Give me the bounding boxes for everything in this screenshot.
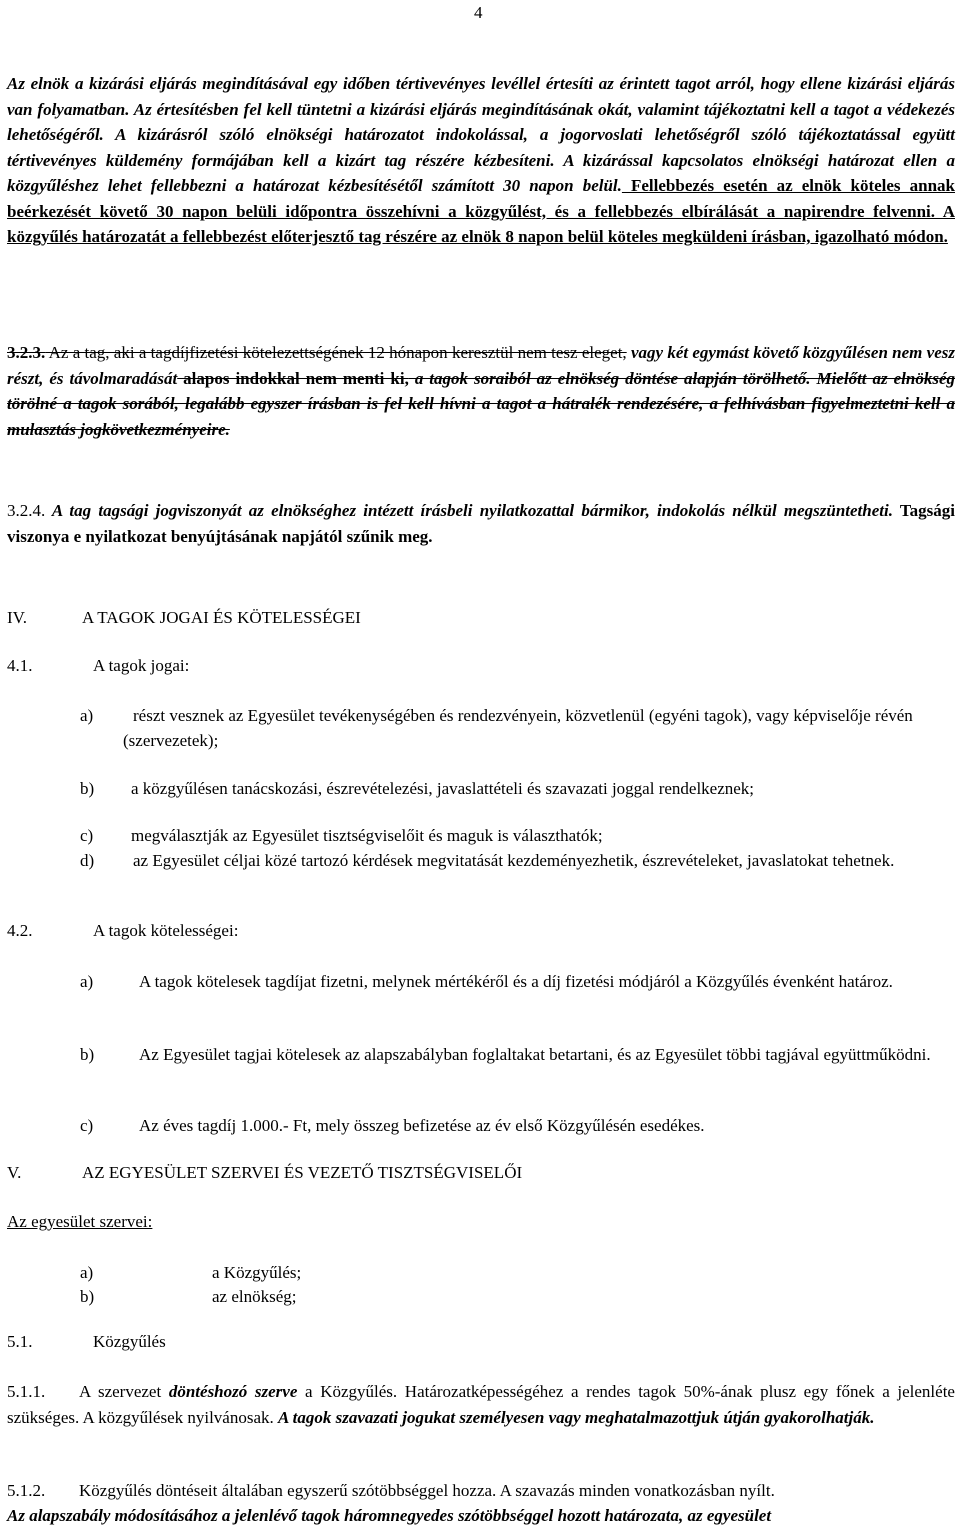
paragraph-text: Közgyűlés döntéseit általában egyszerű szótöbbséggel hozza. A szavazás minden vonatkozásban nyílt. — [79, 1481, 775, 1500]
subsection-number: 4.2. — [7, 921, 33, 940]
list-item-text: A tagok kötelesek tagdíjat fizetni, melynek mértékéről és a díj fizetési módjáról a Közgyűlés évenként határoz. — [139, 972, 893, 991]
subsection-title: A tagok jogai: — [93, 656, 190, 675]
paragraph-number: 3.2.3. — [7, 343, 46, 362]
list-label: d) — [80, 851, 95, 870]
termination-text: A tag tagsági jogviszonyát az elnökséghez intézett írásbeli nyilatkozattal bármikor, indokolás nélkül megszüntetheti. — [45, 501, 893, 520]
list-item: az elnökség; — [212, 1287, 297, 1306]
list-label: a) — [80, 972, 94, 991]
list-label: b) — [80, 1287, 95, 1306]
section-number: IV. — [7, 608, 27, 627]
list-label: c) — [80, 826, 94, 845]
termination-effect-text: Tagsági viszonya e nyilatkozat benyújtásának napjától szűnik meg. — [7, 501, 955, 546]
list-item — [123, 703, 955, 753]
paragraph-5-1-2 — [7, 1478, 955, 1504]
list-item: megválasztják az Egyesület tisztségviselőit és maguk is választhatók; — [131, 826, 603, 845]
list-label: b) — [80, 1045, 95, 1064]
page-number: 4 — [474, 3, 483, 22]
list-label: a) — [80, 1263, 94, 1282]
emphasis-text: A tagok szavazati jogukat személyesen vagy meghatalmazottjuk útján gyakorolhatják. — [278, 1407, 875, 1427]
deletion-text: a tagok soraiból az elnökség döntése alapján törölhető. Mielőtt az elnökség törölné a tagok sorából, legalább egyszer írásban is fel kell hívni a tagot a hátralék rendezésére, a felhívásban figyelmeztetni kell a mulasztás jogkövetkezményeire. — [7, 368, 955, 439]
list-item — [123, 848, 955, 873]
paragraph-number: 5.1.1. — [7, 1382, 46, 1401]
section-number: V. — [7, 1163, 22, 1182]
exclusion-procedure-paragraph — [7, 71, 955, 250]
subsection-number: 4.1. — [7, 656, 33, 675]
list-item-text: az Egyesület céljai közé tartozó kérdések megvitatását kezdeményezhetik, észrevételeket, javaslatokat tehetnek. — [133, 851, 895, 870]
struck-bold-text: alapos indokkal nem menti ki, — [177, 368, 409, 388]
paragraph-text: A szervezet — [79, 1382, 169, 1401]
list-label: c) — [80, 1116, 94, 1135]
section-title: A TAGOK JOGAI ÉS KÖTELESSÉGEI — [82, 608, 361, 627]
list-item-text: részt vesznek az Egyesület tevékenységében és rendezvényein, közvetlenül (egyéni tagok), vagy képviselője révén (szervezetek); — [123, 706, 913, 750]
list-item: a Közgyűlés; — [212, 1263, 302, 1282]
paragraph-number: 3.2.4. — [7, 501, 46, 520]
emphasis-text: döntéshozó szerve — [168, 1382, 298, 1401]
amendment-text: Az alapszabály módosításához a jelenlévő tagok háromnegyedes szótöbbséggel hozott határozata, az egyesület — [7, 1506, 772, 1525]
list-label: b) — [80, 779, 95, 798]
subsection-title: Közgyűlés — [93, 1332, 166, 1351]
section-title: AZ EGYESÜLET SZERVEI ÉS VEZETŐ TISZTSÉGVISELŐI — [82, 1163, 523, 1182]
paragraph-3-2-3 — [7, 340, 955, 442]
list-item: a közgyűlésen tanácskozási, észrevételezési, javaslattételi és szavazati joggal rendelkeznek; — [131, 779, 755, 798]
exclusion-procedure-text: Az elnök a kizárási eljárás megindításával egy időben tértivevényes levéllel értesíti az érintett tagot arról, hogy ellene kizárási eljárás van folyamatban. Az értesítésben fel kell tüntetni a kizárási eljárás megindításának okát, valamint tájékoztatni kell a tagot a védekezés lehetőségéről. A kizárásról szóló elnökségi határozatot indokolással, a jogorvoslati lehetőségről szóló tájékoztatással együtt tértivevényes küldemény formájában kell a kizárt tag részére kézbesíteni. A kizárással kapcsolatos elnökségi határozat ellen a közgyűléshez lehet fellebbezni a határozat kézbesítésétől számított 30 napon belül. — [7, 74, 955, 195]
absence-text: vagy két egymást követő közgyűlésen nem vesz részt, és távolmaradását — [7, 343, 956, 388]
paragraph-5-1-1 — [7, 1379, 955, 1430]
list-item — [123, 969, 955, 994]
paragraph-3-2-4 — [7, 498, 955, 549]
paragraph-text: a Közgyűlés. Határozatképességéhez a rendes tagok 50%-ának plusz egy főnek a jelenléte szükséges. A közgyűlések nyilvánosak. — [7, 1382, 955, 1427]
subsection-number: 5.1. — [7, 1332, 33, 1351]
organs-heading: Az egyesület szervei: — [7, 1212, 153, 1231]
list-label: a) — [80, 706, 94, 725]
list-item — [123, 1042, 955, 1067]
paragraph-number: 5.1.2. — [7, 1481, 46, 1500]
subsection-title: A tagok kötelességei: — [93, 921, 239, 940]
appeal-procedure-text: Fellebbezés esetén az elnök köteles annak beérkezését követő 30 napon belüli időpontra összehívni a közgyűlést, és a fellebbezés elbírálását a napirendre felvenni. A közgyűlés határozatát a fellebbezést előterjesztő tag részére az elnök 8 napon belül köteles megküldeni írásban, igazolható módon. — [7, 176, 955, 246]
list-item-text: Az Egyesület tagjai kötelesek az alapszabályban foglaltakat betartani, és az Egyesület többi tagjával együttműködni. — [139, 1045, 931, 1064]
struck-text: Az a tag, aki a tagdíjfizetési kötelezettségének 12 hónapon keresztül nem tesz eleget, — [45, 343, 627, 362]
list-item: Az éves tagdíj 1.000.- Ft, mely összeg befizetése az év első Közgyűlésén esedékes. — [139, 1116, 705, 1135]
